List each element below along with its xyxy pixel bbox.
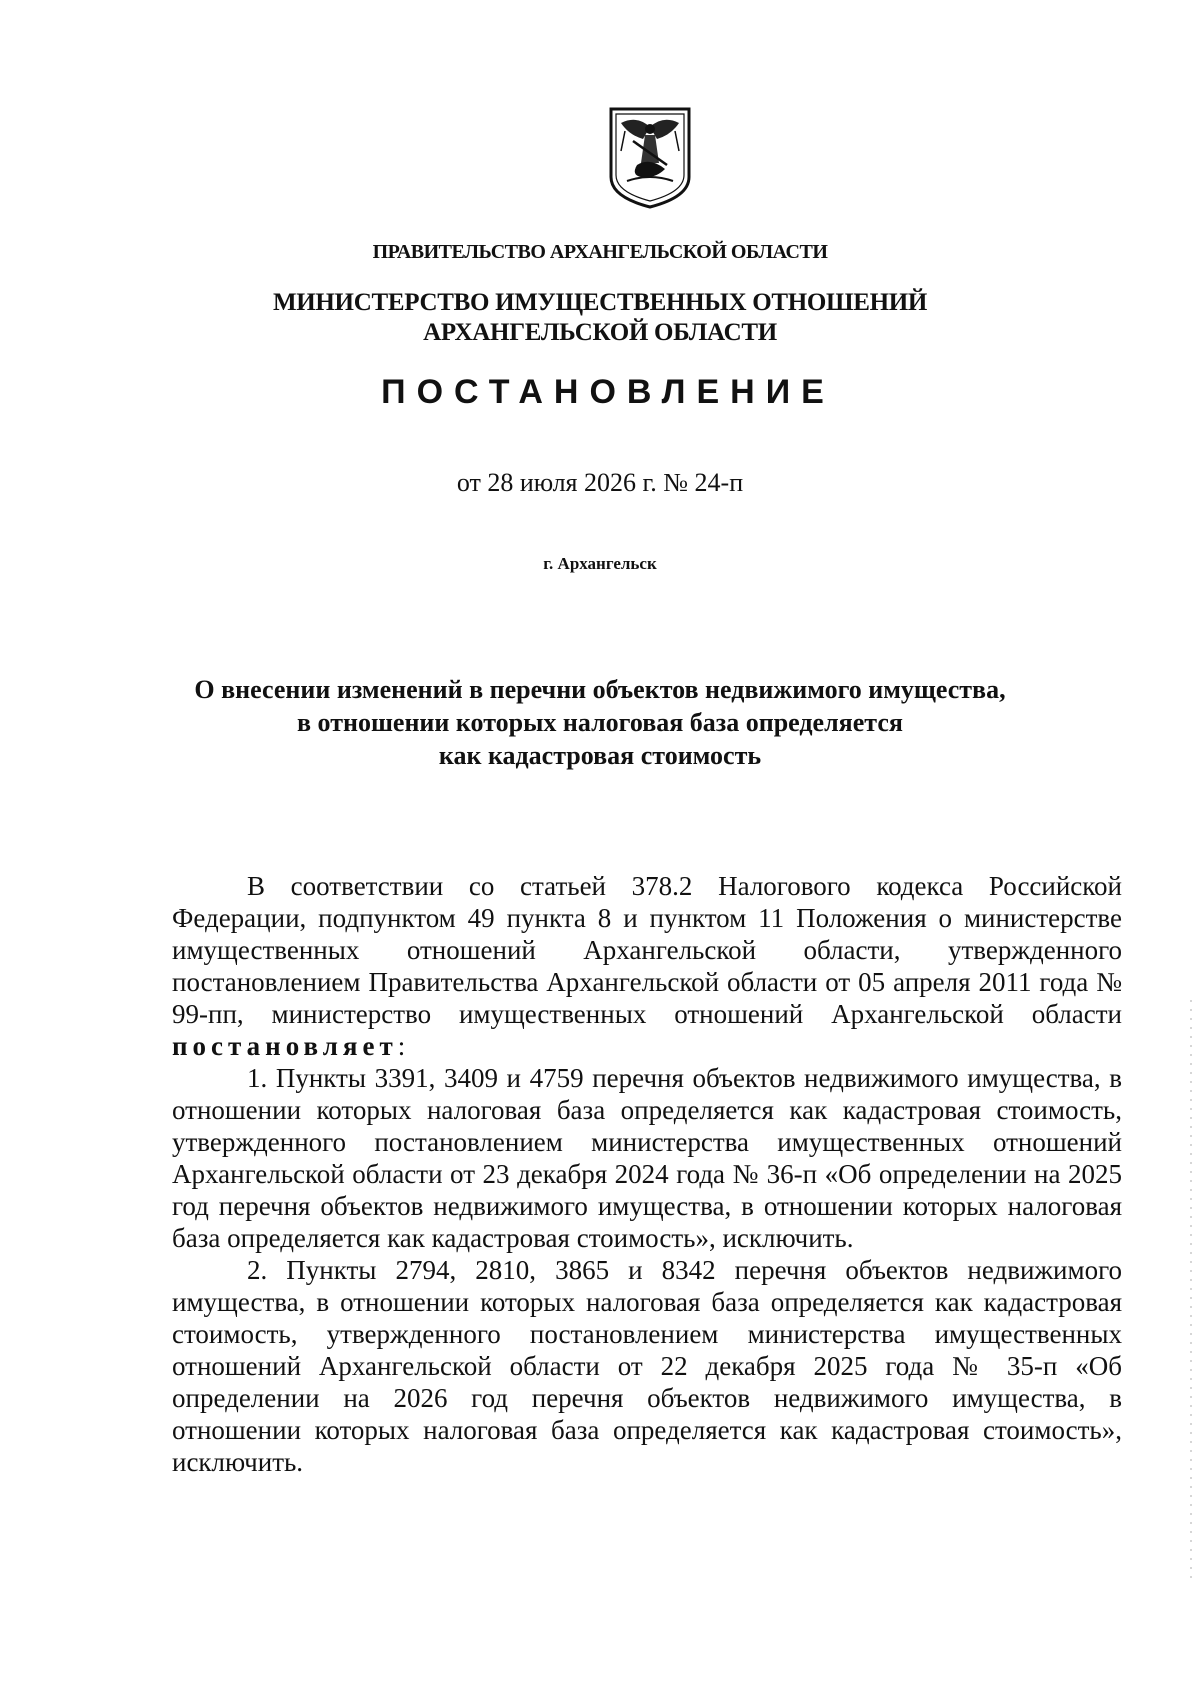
preamble-paragraph (172, 870, 1122, 1062)
document-body (172, 870, 1122, 1478)
coat-of-arms-icon (607, 105, 693, 210)
document-type: ПОСТАНОВЛЕНИЕ (381, 373, 835, 411)
scan-artifact-divider (1190, 1000, 1192, 1580)
preamble-text: В соответствии со статьей 378.2 Налогового кодекса Российской Федерации, подпунктом 49 пункта 8 и пунктом 11 Положения о министерстве имущественных отношений Архангельской области, утвержденного постановлением Правительства Архангельской области от 05 апреля 2011 года № 99-пп, министерство имущественных отношений Архангельской области (172, 871, 1122, 1029)
item-1-paragraph: 1. Пункты 3391, 3409 и 4759 перечня объектов недвижимого имущества, в отношении которых налоговая база определяется как кадастровая стоимость, утвержденного постановлением министерства имущественных отношений Архангельской области от 23 декабря 2024 года № 36-п «Об определении на 2025 год перечня объектов недвижимого имущества, в отношении которых налоговая база определяется как кадастровая стоимость», исключить. (172, 1063, 1122, 1253)
document-title-line-2: в отношении которых налоговая база определяется (297, 708, 903, 737)
document-date-number: от 28 июля 2026 г. № 24-п (456, 468, 744, 497)
government-name: ПРАВИТЕЛЬСТВО АРХАНГЕЛЬСКОЙ ОБЛАСТИ (372, 241, 828, 263)
ministry-name (0, 288, 1200, 348)
document-title-line-3: как кадастровая стоимость (438, 741, 762, 770)
document-city: г. Архангельск (543, 554, 657, 573)
item-2-paragraph: 2. Пункты 2794, 2810, 3865 и 8342 перечня объектов недвижимого имущества, в отношении которых налоговая база определяется как кадастровая стоимость, утвержденного постановлением министерства имущественных отношений Архангельской области от 22 декабря 2025 года № 35-п «Об определении на 2026 год перечня объектов недвижимого имущества, в отношении которых налоговая база определяется как кадастровая стоимость», исключить. (172, 1255, 1122, 1477)
ministry-name-line-1: МИНИСТЕРСТВО ИМУЩЕСТВЕННЫХ ОТНОШЕНИЙ (272, 289, 928, 316)
document-title-line-1: О внесении изменений в перечни объектов недвижимого имущества, (194, 675, 1006, 704)
decree-colon: : (397, 1031, 406, 1061)
decree-word: постановляет (172, 1031, 398, 1061)
document-title (0, 673, 1200, 772)
ministry-name-line-2: АРХАНГЕЛЬСКОЙ ОБЛАСТИ (423, 319, 777, 346)
